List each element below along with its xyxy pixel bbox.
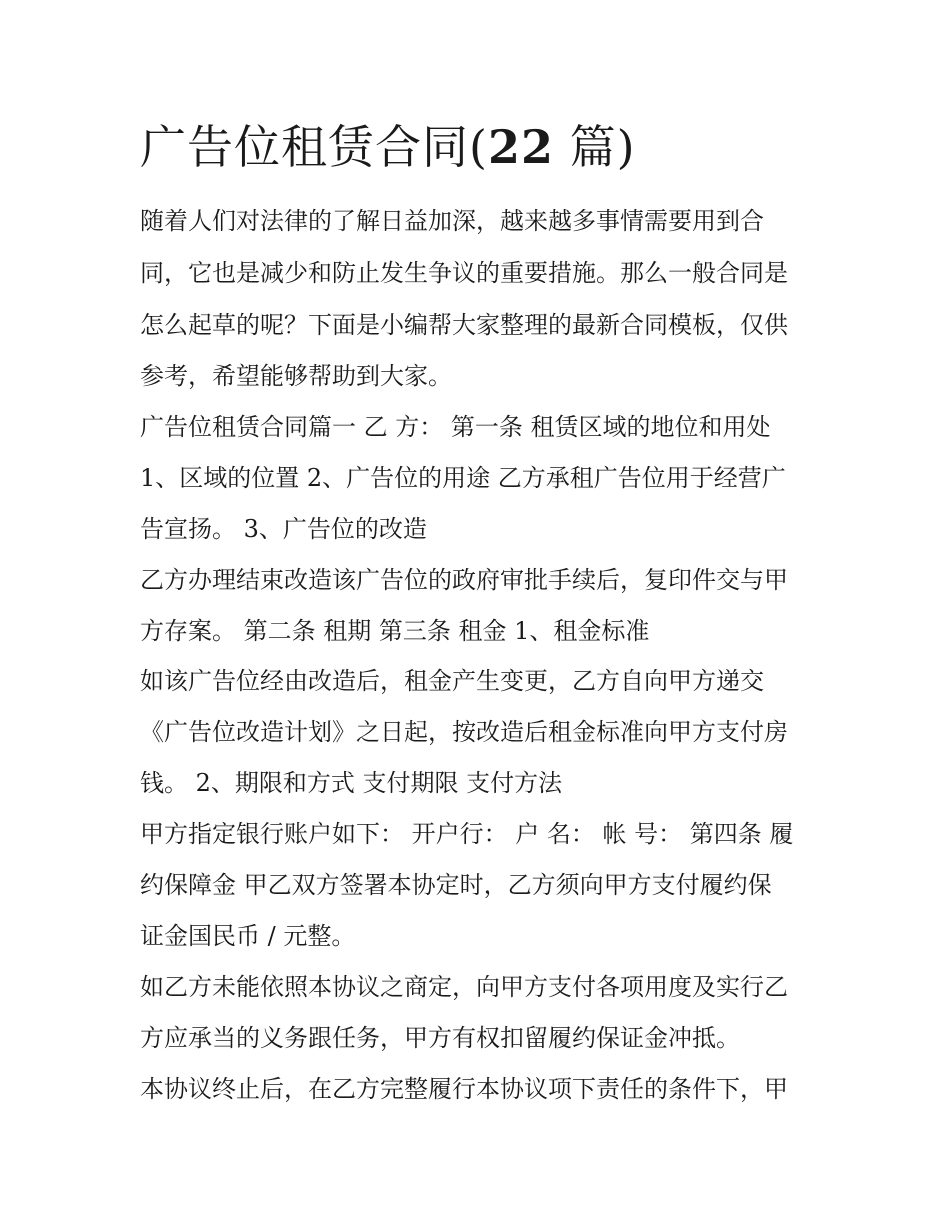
body-line: 同，它也是减少和防止发生争议的重要措施。那么一般合同是 — [140, 259, 788, 287]
body-line: 参考，希望能够帮助到大家。 — [140, 362, 452, 390]
body-line: 方存案。 第二条 租期 第三条 租金 1、租金标准 — [140, 617, 650, 645]
title-count: 22 — [487, 120, 554, 174]
body-line: 告宣扬。 3、广告位的改造 — [140, 515, 427, 543]
body-line: 1、区域的位置 2、广告位的用途 乙方承租广告位用于经营广 — [140, 464, 786, 492]
body-line: 方应承当的义务跟任务，甲方有权扣留履约保证金冲抵。 — [140, 1024, 740, 1052]
body-line: 钱。 2、期限和方式 支付期限 支付方法 — [140, 769, 563, 797]
body-line: 如该广告位经由改造后，租金产生变更，乙方自向甲方递交 — [140, 667, 764, 695]
body-line: 随着人们对法律的了解日益加深，越来越多事情需要用到合 — [140, 207, 764, 235]
body-line: 乙方办理结束改造该广告位的政府审批手续后，复印件交与甲 — [140, 566, 788, 594]
body-line: 证金国民币 / 元整。 — [140, 922, 356, 950]
body-line: 本协议终止后，在乙方完整履行本协议项下责任的条件下，甲 — [140, 1075, 788, 1103]
body-line: 甲方指定银行账户如下： 开户行： 户 名： 帐 号： 第四条 履 — [140, 820, 794, 848]
title-prefix: 广告位租赁合同( — [140, 120, 488, 174]
section-heading-line: 广告位租赁合同篇一 乙 方： 第一条 租赁区域的地位和用处 — [140, 413, 771, 441]
body-line: 约保障金 甲乙双方签署本协定时，乙方须向甲方支付履约保 — [140, 871, 772, 899]
title-suffix: 篇) — [553, 120, 636, 174]
body-line: 怎么起草的呢？下面是小编帮大家整理的最新合同模板，仅供 — [140, 311, 788, 339]
body-line: 如乙方未能依照本协议之商定，向甲方支付各项用度及实行乙 — [140, 973, 788, 1001]
body-line: 《广告位改造计划》之日起，按改造后租金标准向甲方支付房 — [140, 718, 788, 746]
document-title — [140, 112, 636, 182]
